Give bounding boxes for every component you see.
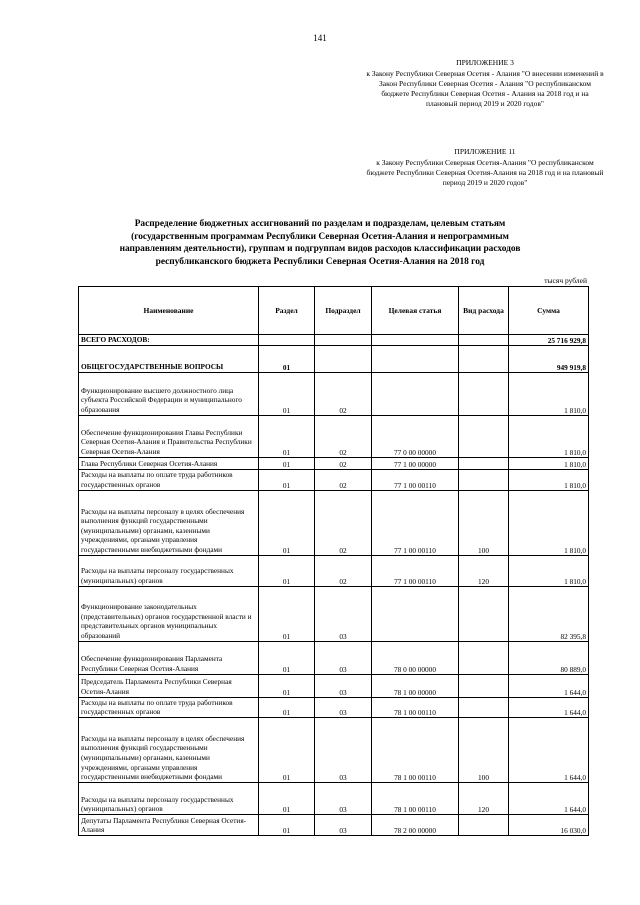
- col-header-type: Вид расхода: [459, 287, 509, 335]
- row-type: 100: [459, 490, 509, 555]
- row-section: 01: [259, 586, 315, 641]
- table-row: [79, 814, 589, 835]
- row-section: 01: [259, 674, 315, 697]
- row-name: Расходы на выплаты по оплате труда работников государственных органов: [79, 469, 259, 490]
- row-target: 78 1 00 00110: [372, 697, 459, 717]
- row-sum: 1 810,0: [509, 469, 589, 490]
- row-target: [372, 586, 459, 641]
- row-subsection: 02: [315, 555, 372, 586]
- row-sum: 1 644,0: [509, 717, 589, 782]
- row-target: 77 1 00 00110: [372, 555, 459, 586]
- row-target: 77 1 00 00110: [372, 490, 459, 555]
- table-row: [79, 372, 589, 415]
- row-name: Депутаты Парламента Республики Северная Осетия-Алания: [79, 814, 259, 835]
- row-target: 78 1 00 00000: [372, 674, 459, 697]
- row-type: 100: [459, 717, 509, 782]
- row-name: Обеспечение функционирования Главы Республики Северная Осетия-Алания и Правительства Республики Северная Осетия-Алания: [79, 415, 259, 457]
- row-section: 01: [259, 469, 315, 490]
- row-section: 01: [259, 490, 315, 555]
- appendix-3-text: к Закону Республики Северная Осетия - Алания "О внесении изменений в Закон Республики Северная Осетия - Алания "О республиканском бюджете Республики Северная Осетия - Алания на 2018 год и на плановый период 2019 и 2020 годов": [366, 69, 604, 108]
- table-row: [79, 641, 589, 674]
- row-section: 01: [259, 415, 315, 457]
- col-header-subsection: Подраздел: [315, 287, 372, 335]
- row-section: 01: [259, 717, 315, 782]
- row-sum: 1 644,0: [509, 782, 589, 814]
- row-subsection: 02: [315, 457, 372, 469]
- row-subsection: 03: [315, 674, 372, 697]
- row-sum: 1 810,0: [509, 555, 589, 586]
- row-target: 77 1 00 00000: [372, 457, 459, 469]
- budget-table: [78, 286, 589, 836]
- row-type: [459, 469, 509, 490]
- row-type: [459, 415, 509, 457]
- row-name: Функционирование высшего должностного лица субъекта Российской Федерации и муниципального образования: [79, 372, 259, 415]
- row-target: 77 0 00 00000: [372, 415, 459, 457]
- row-sum: 1 644,0: [509, 697, 589, 717]
- row-section: 01: [259, 814, 315, 835]
- row-name: Расходы на выплаты персоналу в целях обеспечения выполнения функций государственными (муниципальными) органами, казенными учреждениями, органами управления государственными внебюджетными фондами: [79, 717, 259, 782]
- row-target: [372, 345, 459, 372]
- table-row: [79, 782, 589, 814]
- row-name: Расходы на выплаты по оплате труда работников государственных органов: [79, 697, 259, 717]
- row-subsection: 03: [315, 586, 372, 641]
- row-type: [459, 335, 509, 346]
- row-target: 78 1 00 00110: [372, 782, 459, 814]
- row-subsection: 03: [315, 782, 372, 814]
- row-name: ОБЩЕГОСУДАРСТВЕННЫЕ ВОПРОСЫ: [79, 345, 259, 372]
- row-type: [459, 586, 509, 641]
- row-name: Расходы на выплаты персоналу государственных (муниципальных) органов: [79, 782, 259, 814]
- col-header-target: Целевая статья: [372, 287, 459, 335]
- row-target: 77 1 00 00110: [372, 469, 459, 490]
- appendix-11-text: к Закону Республики Северная Осетия-Алания "О республиканском бюджете Республики Северная Осетия-Алания на 2018 год и на плановый период 2019 и 2020 годов": [366, 158, 604, 187]
- col-header-name: Наименование: [79, 287, 259, 335]
- table-row: [79, 345, 589, 372]
- table-row: [79, 335, 589, 346]
- row-type: [459, 814, 509, 835]
- row-sum: 949 919,8: [509, 345, 589, 372]
- table-row: [79, 697, 589, 717]
- row-sum: 80 889,0: [509, 641, 589, 674]
- row-type: [459, 674, 509, 697]
- row-subsection: 02: [315, 372, 372, 415]
- row-subsection: 03: [315, 641, 372, 674]
- appendix-3-heading: ПРИЛОЖЕНИЕ 3: [456, 58, 514, 67]
- row-type: [459, 457, 509, 469]
- row-section: 01: [259, 372, 315, 415]
- appendix-11-heading: ПРИЛОЖЕНИЕ 11: [454, 147, 516, 156]
- table-row: [79, 457, 589, 469]
- page-number: 141: [313, 33, 327, 43]
- table-row: [79, 469, 589, 490]
- row-name: Обеспечение функционирования Парламента Республики Северная Осетия-Алания: [79, 641, 259, 674]
- table-row: [79, 415, 589, 457]
- table-row: [79, 674, 589, 697]
- table-header-row: [79, 287, 589, 335]
- row-target: 78 2 00 00000: [372, 814, 459, 835]
- row-type: [459, 372, 509, 415]
- row-name: Глава Республики Северная Осетия-Алания: [79, 457, 259, 469]
- row-type: 120: [459, 555, 509, 586]
- row-section: 01: [259, 457, 315, 469]
- row-section: 01: [259, 345, 315, 372]
- row-name: Председатель Парламента Республики Северная Осетия-Алания: [79, 674, 259, 697]
- row-section: 01: [259, 555, 315, 586]
- row-subsection: 03: [315, 697, 372, 717]
- row-name: Расходы на выплаты персоналу в целях обеспечения выполнения функций государственными (муниципальными) органами, казенными учреждениями, органами управления государственными внебюджетными фондами: [79, 490, 259, 555]
- row-sum: 1 810,0: [509, 415, 589, 457]
- row-subsection: [315, 335, 372, 346]
- document-title: Распределение бюджетных ассигнований по разделам и подразделам, целевым статьям (государственным программам Республики Северная Осетия-Алания и непрограммным направлениям деятельности), группам и подгруппам видов расходов классификации расходов республиканского бюджета Республики Северная Осетия-Алания на 2018 год: [119, 219, 521, 267]
- row-section: 01: [259, 782, 315, 814]
- row-name: Функционирование законодательных (представительных) органов государственной власти и представительных органов муниципальных образований: [79, 586, 259, 641]
- row-section: [259, 335, 315, 346]
- row-section: 01: [259, 641, 315, 674]
- row-target: 78 1 00 00110: [372, 717, 459, 782]
- units-label: тысяч рублей: [544, 276, 587, 285]
- row-type: 120: [459, 782, 509, 814]
- row-target: [372, 372, 459, 415]
- table-row: [79, 555, 589, 586]
- row-sum: 1 810,0: [509, 457, 589, 469]
- row-subsection: 03: [315, 814, 372, 835]
- appendix-11-block: [365, 147, 605, 188]
- col-header-section: Раздел: [259, 287, 315, 335]
- row-subsection: 03: [315, 717, 372, 782]
- row-subsection: 02: [315, 415, 372, 457]
- row-type: [459, 697, 509, 717]
- row-name: Расходы на выплаты персоналу государственных (муниципальных) органов: [79, 555, 259, 586]
- row-sum: 25 716 929,8: [509, 335, 589, 346]
- row-type: [459, 641, 509, 674]
- appendix-3-block: [365, 58, 605, 109]
- col-header-sum: Сумма: [509, 287, 589, 335]
- row-sum: 1 810,0: [509, 490, 589, 555]
- row-target: 78 0 00 00000: [372, 641, 459, 674]
- row-type: [459, 345, 509, 372]
- row-sum: 1 644,0: [509, 674, 589, 697]
- table-row: [79, 717, 589, 782]
- table-row: [79, 490, 589, 555]
- row-target: [372, 335, 459, 346]
- row-subsection: [315, 345, 372, 372]
- table-row: [79, 586, 589, 641]
- row-subsection: 02: [315, 490, 372, 555]
- row-name: ВСЕГО РАСХОДОВ:: [79, 335, 259, 346]
- row-sum: 82 395,8: [509, 586, 589, 641]
- row-subsection: 02: [315, 469, 372, 490]
- row-section: 01: [259, 697, 315, 717]
- row-sum: 1 810,0: [509, 372, 589, 415]
- row-sum: 16 030,0: [509, 814, 589, 835]
